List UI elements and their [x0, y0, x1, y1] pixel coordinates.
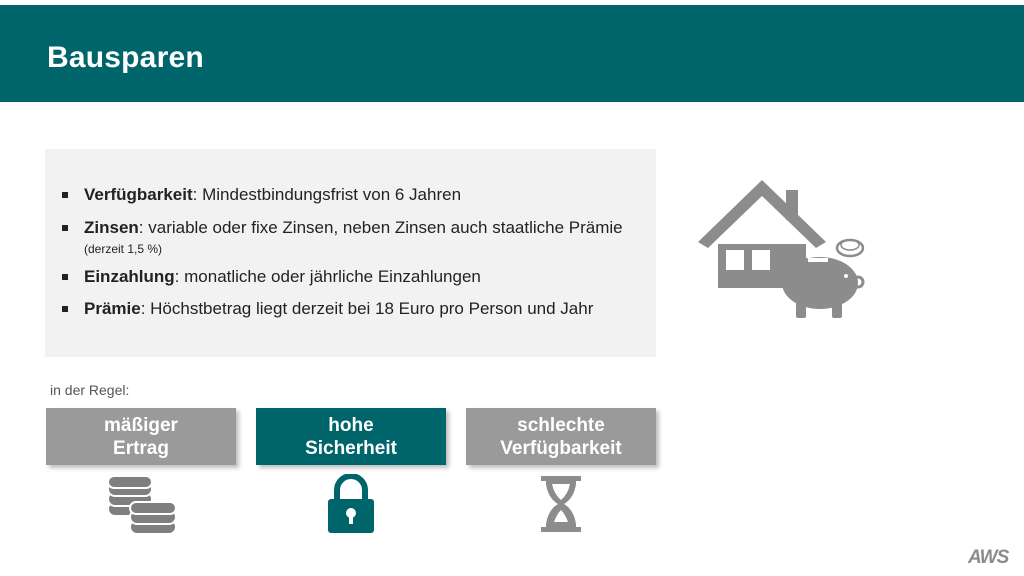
category-label-line1: mäßiger — [104, 414, 178, 436]
coins-icon — [106, 474, 178, 536]
page-title: Bausparen — [47, 41, 204, 74]
bullet-text: : monatliche oder jährliche Einzahlungen — [174, 267, 481, 286]
bullet-term: Prämie — [84, 299, 141, 318]
bullet-marker — [62, 274, 68, 280]
category-label-line2: Sicherheit — [305, 437, 397, 459]
header-bar — [0, 5, 1024, 102]
lock-icon — [325, 474, 377, 534]
bullet-note: (derzeit 1,5 %) — [84, 242, 163, 256]
bullet-marker — [62, 192, 68, 198]
bullet-term: Verfügbarkeit — [84, 185, 193, 204]
bullet-marker — [62, 225, 68, 231]
category-sicherheit — [256, 408, 446, 465]
category-label-line1: hohe — [328, 414, 374, 436]
bullet-einzahlung — [62, 266, 623, 288]
category-ertrag — [46, 408, 236, 465]
bullet-zinsen — [62, 217, 623, 259]
category-verfuegbarkeit — [466, 408, 656, 465]
regel-label: in der Regel: — [50, 382, 130, 398]
info-box — [45, 149, 656, 357]
bullet-verfuegbarkeit — [62, 184, 623, 206]
hourglass-icon — [538, 474, 584, 534]
bullet-text: : Mindestbindungsfrist von 6 Jahren — [192, 185, 462, 204]
bullet-marker — [62, 306, 68, 312]
house-piggy-bank-icon — [696, 178, 871, 328]
category-label-line2: Ertrag — [113, 437, 169, 459]
aws-logo: AWS — [968, 547, 1009, 568]
bullet-term: Zinsen — [84, 218, 139, 237]
bullet-text: : Höchstbetrag liegt derzeit bei 18 Euro pro Person und Jahr — [140, 299, 594, 318]
category-label-line1: schlechte — [517, 414, 605, 436]
category-label-line2: Verfügbarkeit — [500, 437, 622, 459]
bullet-term: Einzahlung — [84, 267, 175, 286]
bullet-text: : variable oder fixe Zinsen, neben Zinsen auch staatliche Prämie — [138, 218, 623, 237]
bullet-list — [62, 184, 623, 320]
bullet-praemie — [62, 298, 623, 320]
